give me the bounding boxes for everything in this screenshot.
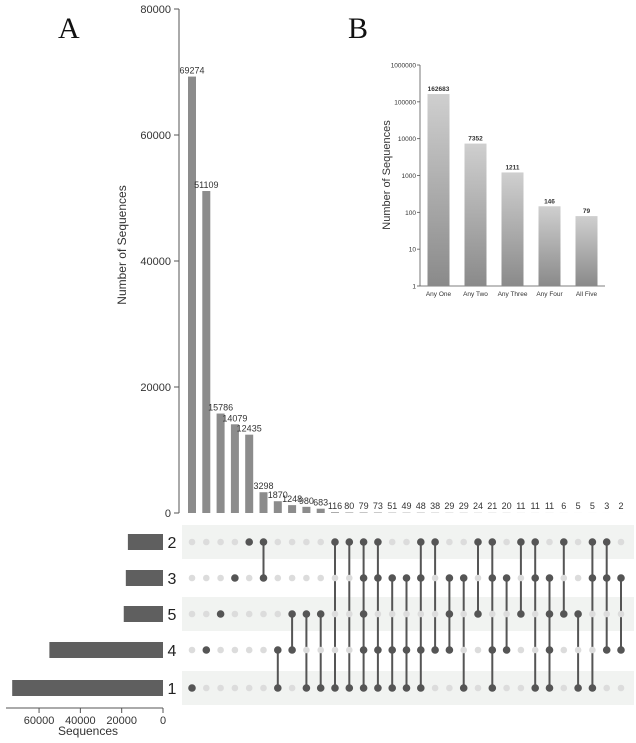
matrix-dot-inactive [518, 685, 525, 692]
matrix-dot-active [360, 574, 368, 582]
matrix-dot-active [489, 684, 497, 692]
bar-value-label: 3 [604, 501, 610, 511]
matrix-dot-inactive [275, 611, 282, 618]
matrix-dot-active [589, 574, 597, 582]
bar-value-label: 11 [530, 501, 540, 511]
matrix-dot-inactive [446, 539, 453, 546]
matrix-dot-active [274, 646, 282, 654]
matrix-dot-inactive [232, 685, 239, 692]
bar-value-label: 5 [589, 501, 595, 511]
bar-value-label: 980 [298, 495, 314, 506]
bar-value-label: 3298 [253, 481, 274, 492]
matrix-dot-active [617, 646, 625, 654]
matrix-dot-active [317, 684, 325, 692]
matrix-dot-inactive [460, 647, 467, 654]
matrix-dot-inactive [203, 575, 210, 582]
bar-value-label: 6 [561, 501, 567, 511]
matrix-dot-active [431, 538, 439, 546]
matrix-dot-active [417, 684, 425, 692]
intersection-bar [202, 191, 210, 513]
bar-value-label: 69274 [179, 65, 205, 76]
intersection-bar [317, 509, 325, 513]
matrix-dot-inactive [189, 611, 196, 618]
matrix-dot-inactive [432, 575, 439, 582]
bar-value-label: 73 [372, 501, 383, 511]
matrix-dot-active [489, 538, 497, 546]
inset-y-axis-title: Number of Sequences [381, 120, 393, 230]
bar-value-label: 79 [358, 501, 369, 511]
inset-log-bar-chart [381, 63, 605, 299]
matrix-dot-active [517, 610, 525, 618]
matrix-dot-active [589, 684, 597, 692]
matrix-dot-active [546, 684, 554, 692]
bar-value-label: 24 [472, 501, 484, 511]
bar-value-label: 48 [415, 501, 426, 511]
matrix-dot-inactive [289, 575, 296, 582]
matrix-dot-inactive [575, 647, 582, 654]
matrix-dot-active [260, 574, 268, 582]
matrix-dot-inactive [489, 611, 496, 618]
matrix-dot-active [546, 646, 554, 654]
matrix-dot-active [360, 646, 368, 654]
matrix-dot-inactive [317, 575, 324, 582]
inset-y-tick-label: 1 [412, 283, 416, 291]
bar-value-label: 29 [444, 501, 455, 511]
matrix-dot-inactive [246, 611, 253, 618]
matrix-dot-inactive [389, 611, 396, 618]
inset-x-tick-label: Any Four [536, 291, 563, 298]
inset-bar [465, 144, 487, 286]
matrix-dot-inactive [203, 539, 210, 546]
bar-value-label: 38 [430, 501, 441, 511]
matrix-dot-inactive [189, 575, 196, 582]
matrix-dot-active [346, 684, 354, 692]
matrix-dot-inactive [403, 611, 410, 618]
matrix-dot-active [217, 610, 225, 618]
y-axis-title: Number of Sequences [115, 185, 129, 305]
set-label: 2 [167, 535, 177, 552]
matrix-dot-inactive [518, 575, 525, 582]
panel-label-a: A [58, 12, 80, 45]
matrix-dot-inactive [246, 575, 253, 582]
matrix-dot-active [374, 574, 382, 582]
matrix-dot-active [374, 684, 382, 692]
matrix-dot-inactive [418, 611, 425, 618]
set-size-bar [49, 642, 163, 658]
inset-bar-value-label: 146 [544, 198, 555, 206]
bar-value-label: 683 [313, 497, 329, 508]
set-label: 1 [167, 681, 177, 698]
matrix-dot-inactive [503, 611, 510, 618]
matrix-dot-inactive [203, 611, 210, 618]
matrix-dot-active [546, 574, 554, 582]
inset-x-tick-label: Any One [425, 291, 452, 298]
matrix-dot-inactive [246, 685, 253, 692]
matrix-dot-inactive [589, 611, 596, 618]
intersection-bar [217, 414, 225, 513]
matrix-dot-active [560, 610, 568, 618]
matrix-dot-active [431, 646, 439, 654]
intersection-bar [331, 512, 339, 513]
matrix-dot-inactive [217, 539, 224, 546]
matrix-dot-inactive [618, 539, 625, 546]
matrix-dot-active [360, 610, 368, 618]
bar-value-label: 51 [387, 501, 398, 511]
set-size-bar-chart [6, 534, 166, 738]
matrix-dot-inactive [503, 685, 510, 692]
matrix-dot-active [346, 538, 354, 546]
matrix-dot-active [603, 646, 611, 654]
matrix-dot-active [417, 646, 425, 654]
bar-value-label: 80 [344, 501, 355, 511]
matrix-dot-inactive [189, 539, 196, 546]
matrix-dot-active [460, 574, 468, 582]
inset-bar [502, 172, 524, 286]
matrix-dot-inactive [503, 539, 510, 546]
set-label: 3 [167, 571, 177, 588]
bar-value-label: 5 [575, 501, 581, 511]
bar-value-label: 51109 [194, 180, 219, 191]
x-tick-label: 20000 [106, 715, 137, 727]
matrix-dot-inactive [332, 575, 339, 582]
intersection-bar [245, 435, 253, 513]
matrix-dot-inactive [275, 539, 282, 546]
inset-x-tick-label: Any Two [463, 291, 488, 298]
matrix-dot-inactive [303, 647, 310, 654]
set-size-bar [12, 680, 163, 696]
inset-y-tick-label: 1000000 [390, 62, 416, 70]
matrix-dot-inactive [475, 647, 482, 654]
matrix-dot-inactive [289, 539, 296, 546]
matrix-dot-active [460, 684, 468, 692]
matrix-dot-active [603, 574, 611, 582]
matrix-dot-active [503, 574, 511, 582]
matrix-dot-inactive [603, 685, 610, 692]
matrix-dot-active [303, 610, 311, 618]
y-tick-label: 80000 [140, 4, 171, 16]
inset-y-tick-label: 100000 [394, 99, 416, 107]
matrix-dot-active [489, 646, 497, 654]
matrix-dot-active [603, 538, 611, 546]
inset-x-tick-label: Any Three [497, 291, 528, 298]
inset-bar-value-label: 79 [582, 208, 591, 216]
matrix-dot-inactive [475, 685, 482, 692]
matrix-dot-active [403, 646, 411, 654]
matrix-dot-active [360, 538, 368, 546]
matrix-dot-active [503, 646, 511, 654]
matrix-dot-active [531, 684, 539, 692]
matrix-dot-inactive [260, 685, 267, 692]
matrix-dot-inactive [346, 611, 353, 618]
bar-value-label: 14079 [222, 413, 248, 424]
matrix-dot-active [288, 646, 296, 654]
matrix-dot-inactive [460, 539, 467, 546]
matrix-dot-active [446, 646, 454, 654]
matrix-dot-inactive [561, 685, 568, 692]
matrix-dot-inactive [332, 647, 339, 654]
y-tick-label: 20000 [140, 382, 171, 394]
intersection-bar [188, 77, 196, 513]
bar-value-label: 21 [487, 501, 498, 511]
matrix-dot-active [474, 538, 482, 546]
matrix-dot-active [374, 646, 382, 654]
matrix-dot-inactive [389, 539, 396, 546]
matrix-dot-active [560, 538, 568, 546]
matrix-dot-active [417, 538, 425, 546]
inset-y-tick-label: 10000 [397, 136, 416, 144]
matrix-dot-inactive [260, 611, 267, 618]
matrix-dot-active [474, 610, 482, 618]
matrix-dot-inactive [532, 611, 539, 618]
matrix-dot-inactive [232, 611, 239, 618]
matrix-dot-active [617, 574, 625, 582]
matrix-dot-inactive [217, 647, 224, 654]
matrix-dot-inactive [518, 647, 525, 654]
matrix-dot-inactive [260, 647, 267, 654]
matrix-dot-inactive [203, 685, 210, 692]
matrix-dot-active [388, 574, 396, 582]
matrix-dot-active [574, 684, 582, 692]
matrix-dot-active [531, 574, 539, 582]
matrix-dot-active [446, 574, 454, 582]
intersection-matrix [168, 525, 634, 705]
bar-value-label: 20 [501, 501, 512, 511]
matrix-dot-inactive [189, 647, 196, 654]
matrix-dot-active [303, 684, 311, 692]
matrix-dot-active [517, 538, 525, 546]
bar-value-label: 2 [618, 501, 624, 511]
inset-bar [428, 94, 450, 286]
intersection-bar [302, 507, 310, 513]
bar-value-label: 29 [458, 501, 469, 511]
matrix-dot-active [260, 538, 268, 546]
matrix-dot-inactive [346, 647, 353, 654]
x-tick-label: 60000 [23, 715, 55, 727]
matrix-dot-active [388, 684, 396, 692]
matrix-dot-inactive [317, 539, 324, 546]
matrix-dot-active [446, 610, 454, 618]
set-size-bar [124, 606, 163, 622]
inset-y-tick-label: 100 [405, 209, 416, 217]
matrix-dot-active [417, 574, 425, 582]
matrix-dot-inactive [618, 685, 625, 692]
bar-value-label: 12435 [236, 423, 262, 434]
inset-bar-value-label: 7352 [468, 135, 483, 143]
matrix-dot-inactive [217, 685, 224, 692]
matrix-dot-active [331, 684, 339, 692]
intersection-bar [231, 424, 239, 513]
matrix-dot-active [374, 538, 382, 546]
intersection-bar [345, 512, 353, 513]
bar-value-label: 1870 [267, 490, 288, 501]
matrix-dot-inactive [217, 575, 224, 582]
matrix-dot-inactive [232, 539, 239, 546]
matrix-dot-active [288, 610, 296, 618]
matrix-dot-active [574, 610, 582, 618]
matrix-dot-active [360, 684, 368, 692]
matrix-dot-inactive [546, 539, 553, 546]
set-label: 4 [167, 643, 177, 660]
inset-bar [576, 216, 598, 286]
matrix-dot-inactive [275, 575, 282, 582]
matrix-dot-inactive [603, 611, 610, 618]
matrix-dot-inactive [446, 685, 453, 692]
x-axis-title: Sequences [57, 724, 119, 738]
bar-value-label: 116 [327, 501, 343, 511]
matrix-dot-inactive [475, 575, 482, 582]
x-tick-label: 0 [159, 715, 167, 727]
set-size-bar [128, 534, 163, 550]
inset-y-tick-label: 10 [408, 246, 416, 254]
bar-value-label: 1248 [282, 494, 303, 505]
inset-bar [539, 206, 561, 286]
inset-y-tick-label: 1000 [401, 173, 416, 180]
matrix-dot-inactive [317, 647, 324, 654]
matrix-dot-inactive [432, 611, 439, 618]
matrix-dot-active [589, 538, 597, 546]
matrix-dot-inactive [561, 647, 568, 654]
matrix-dot-active [489, 574, 497, 582]
set-label: 5 [167, 607, 177, 624]
intersection-bar [274, 501, 282, 513]
matrix-dot-inactive [561, 575, 568, 582]
matrix-dot-inactive [332, 611, 339, 618]
intersection-bar [288, 505, 296, 513]
matrix-dot-inactive [403, 539, 410, 546]
inset-x-tick-label: All Five [575, 291, 598, 298]
bar-value-label: 49 [401, 501, 412, 511]
matrix-dot-inactive [232, 647, 239, 654]
matrix-dot-inactive [346, 575, 353, 582]
matrix-dot-active [188, 684, 196, 692]
matrix-dot-inactive [303, 539, 310, 546]
x-tick-label: 40000 [65, 715, 96, 727]
matrix-dot-active [403, 684, 411, 692]
matrix-dot-inactive [375, 611, 382, 618]
inset-bar-value-label: 1211 [505, 164, 520, 172]
matrix-dot-active [331, 538, 339, 546]
matrix-dot-inactive [618, 611, 625, 618]
matrix-dot-active [531, 538, 539, 546]
matrix-dot-inactive [589, 647, 596, 654]
intersection-bar [260, 492, 268, 513]
matrix-dot-active [203, 646, 211, 654]
matrix-dot-active [546, 610, 554, 618]
matrix-dot-active [403, 574, 411, 582]
matrix-dot-inactive [575, 539, 582, 546]
set-size-bar [126, 570, 163, 586]
matrix-dot-inactive [575, 575, 582, 582]
y-tick-label: 60000 [140, 130, 171, 142]
bar-value-label: 11 [516, 501, 526, 511]
matrix-dot-inactive [460, 611, 467, 618]
y-tick-label: 0 [164, 508, 171, 520]
matrix-dot-inactive [532, 647, 539, 654]
matrix-dot-active [388, 646, 396, 654]
matrix-dot-inactive [246, 647, 253, 654]
matrix-dot-active [245, 538, 253, 546]
matrix-dot-inactive [432, 685, 439, 692]
matrix-dot-inactive [303, 575, 310, 582]
matrix-dot-active [317, 610, 325, 618]
matrix-dot-active [231, 574, 239, 582]
matrix-dot-inactive [289, 685, 296, 692]
bar-value-label: 15786 [208, 402, 234, 413]
inset-bar-value-label: 162683 [427, 86, 450, 94]
matrix-dot-active [274, 684, 282, 692]
panel-label-b: B [348, 12, 369, 45]
bar-value-label: 11 [544, 501, 555, 511]
y-tick-label: 40000 [140, 256, 171, 268]
